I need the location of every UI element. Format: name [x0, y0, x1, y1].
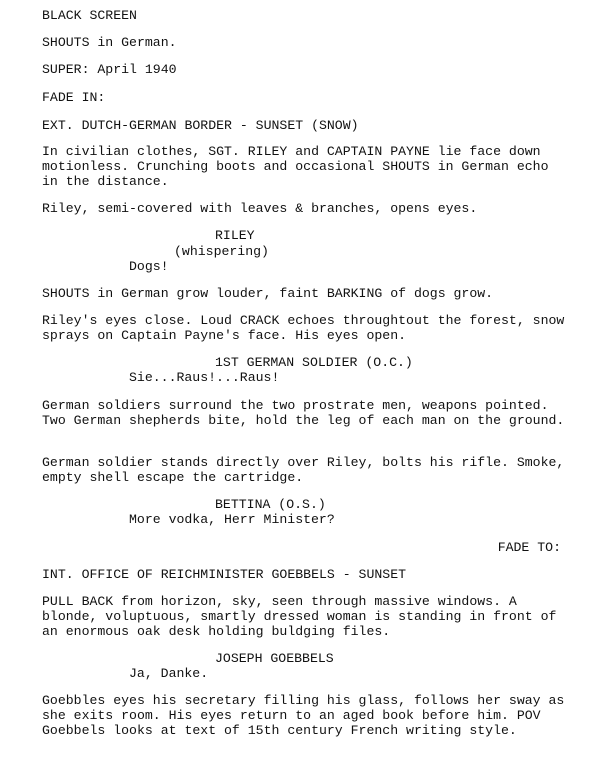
scene-heading: INT. OFFICE OF REICHMINISTER GOEBBELS - SUNSET	[42, 567, 407, 582]
action-line: SHOUTS in German.	[42, 35, 177, 50]
transition-fade-to: FADE TO:	[497, 540, 561, 555]
character-name: JOSEPH GOEBBELS	[215, 651, 334, 666]
action-paragraph: In civilian clothes, SGT. RILEY and CAPTAIN PAYNE lie face down motionless. Crunching boots and occasional SHOUTS in German echo in the distance.	[42, 144, 549, 189]
transition-black-screen: BLACK SCREEN	[42, 8, 137, 23]
super-title: SUPER: April 1940	[42, 62, 177, 77]
character-name: BETTINA (O.S.)	[215, 497, 326, 512]
transition-fade-in: FADE IN:	[42, 90, 106, 105]
action-paragraph: Goebbles eyes his secretary filling his glass, follows her sway as she exits room. His eyes return to an aged book before him. POV Goebbels looks at text of 15th century French writing style.	[42, 693, 565, 738]
action-paragraph: Riley's eyes close. Loud CRACK echoes throughtout the forest, snow sprays on Captain Payne's face. His eyes open.	[42, 313, 565, 343]
action-paragraph: German soldiers surround the two prostrate men, weapons pointed. Two German shepherds bite, hold the leg of each man on the ground.	[42, 398, 565, 428]
dialogue: Dogs!	[129, 259, 169, 274]
dialogue: More vodka, Herr Minister?	[129, 512, 335, 527]
action-line: SHOUTS in German grow louder, faint BARKING of dogs grow.	[42, 286, 494, 301]
action-paragraph: German soldier stands directly over Riley, bolts his rifle. Smoke, empty shell escape the cartridge.	[42, 455, 565, 485]
action-paragraph: PULL BACK from horizon, sky, seen through massive windows. A blonde, voluptuous, smartly dressed woman is standing in front of an enormous oak desk holding buldging files.	[42, 594, 557, 639]
character-name: 1ST GERMAN SOLDIER (O.C.)	[215, 355, 413, 370]
dialogue: Sie...Raus!...Raus!	[129, 370, 280, 385]
character-name: RILEY	[215, 228, 255, 243]
parenthetical: (whispering)	[174, 244, 269, 259]
dialogue: Ja, Danke.	[129, 666, 209, 681]
action-line: Riley, semi-covered with leaves & branches, opens eyes.	[42, 201, 478, 216]
scene-heading: EXT. DUTCH-GERMAN BORDER - SUNSET (SNOW)	[42, 118, 359, 133]
